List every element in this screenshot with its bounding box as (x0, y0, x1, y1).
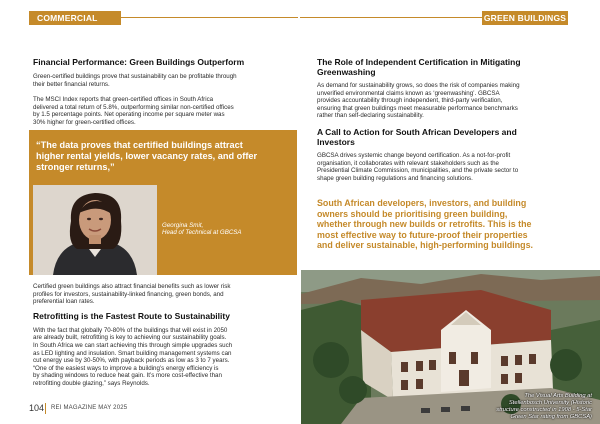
paragraph-gbcsa: GBCSA drives systemic change beyond certification. As a not-for-profit organisation, it collaborates with relevant stakeholders such as the Presidential Climate Commission, municipalities, and the private sector to shape green building regulations and financing solutions. (317, 151, 519, 182)
paragraph-msci: The MSCI Index reports that green-certified offices in South Africa delivered a total return of 5.8%, outperforming similar non-certified offices by 1.5 percentage points. Net operating income per square meter was 30% higher for green-certified offices. (33, 96, 234, 126)
heading-call-to-action: A Call to Action for South African Developers and Investors (317, 126, 517, 147)
heading-financial-performance: Financial Performance: Green Buildings Outperform (33, 57, 245, 67)
section-tag-green-buildings: GREEN BUILDINGS (483, 13, 567, 23)
photo-caption: The Visual Arts Building at Stellenbosch University (Historic structure constructed in 1908 - 5-Star Green Star rating from GBCSA) (496, 393, 592, 420)
paragraph-greenwashing: As demand for sustainability grows, so does the risk of companies making unverified environmental claims known as ‘greenwashing’. GBCSA provides accountability through independent, third-party verification, ensuring that green buildings meet measurable performance benchmarks rather than self-declaring sustainability. (317, 82, 520, 120)
portrait-photo (33, 185, 157, 275)
left-column-top (33, 57, 295, 127)
publication-name: REI MAGAZINE MAY 2025 (51, 405, 128, 411)
paragraph-retrofitting: With the fact that globally 70-80% of the buildings that will exist in 2050 are already built, retrofitting is key to achieving our sustainability goals. In South Africa we can start achieving this through simple upgrades such as LED lighting and insulation. Smart building management systems can cut energy use by 30-50%, with payback periods as low as 3 to 7 years. “One of the easiest ways to improve a building’s energy efficiency is by shading windows to reduce heat gain. It’s more cost-effective than retrofitting double glazing,” says Reynolds. (33, 326, 233, 387)
header-rule-left (121, 17, 298, 18)
quote-attribution: Georgina Smit, Head of Technical at GBCSA (162, 222, 242, 237)
heading-certification: The Role of Independent Certification in Mitigating Greenwashing (317, 57, 521, 77)
heading-retrofitting: Retrofitting is the Fastest Route to Sustainability (33, 310, 230, 321)
callout-quote: South African developers, investors, and building owners should be prioritising green building, whether through new builds or retrofits. This is the most effective way to future-proof their properties and deliver sustainable, high-performing buildings. (317, 198, 533, 251)
pull-quote-text: “The data proves that certified buildings attract higher rental yields, lower vacancy rates, and offer stronger returns,” (36, 140, 258, 172)
pull-quote-box (29, 130, 297, 275)
paragraph-intro: Green-certified buildings prove that sustainability can be profitable through their better financial returns. (33, 73, 237, 88)
left-column-bottom (33, 283, 295, 388)
building-photo (301, 270, 600, 424)
paragraph-financial-benefits: Certified green buildings also attract financial benefits such as lower risk profiles for investors, sustainability-linked financing, green bonds, and preferential loan rates. (33, 283, 231, 306)
right-column-text (317, 57, 577, 182)
header-rule-right (300, 17, 482, 18)
footer-divider (45, 403, 46, 414)
section-tag-commercial: COMMERCIAL (29, 11, 121, 25)
page-number: 104 (29, 403, 45, 413)
portrait-illustration (33, 185, 157, 275)
